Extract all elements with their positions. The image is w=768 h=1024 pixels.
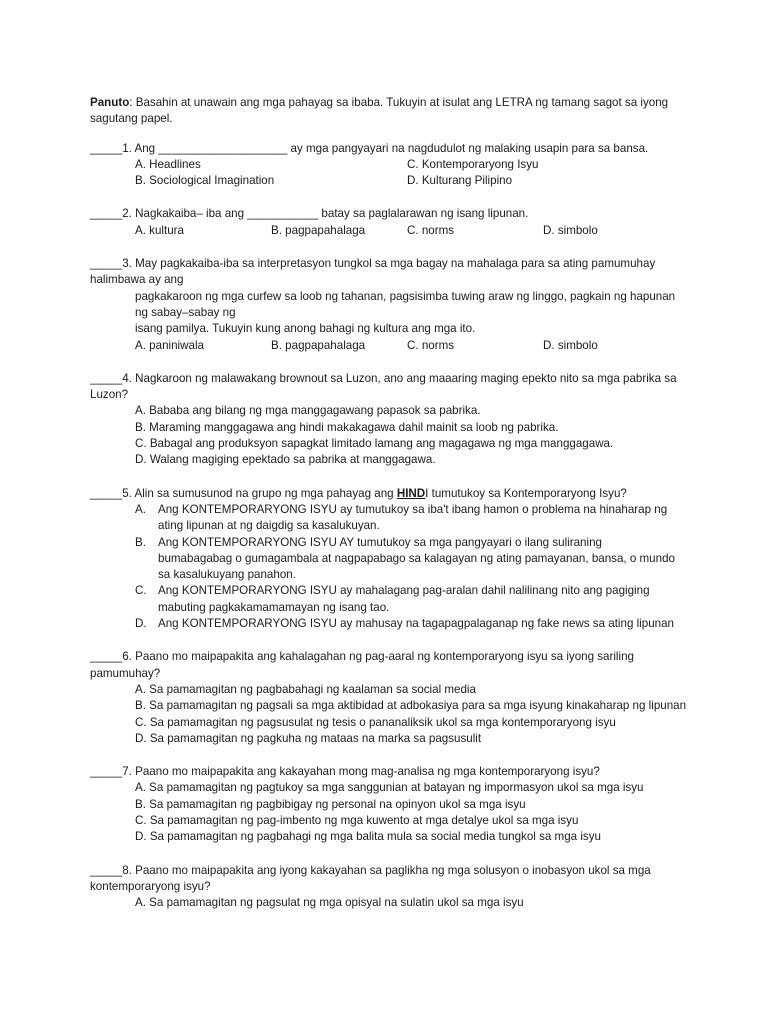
choice-b [90,535,690,584]
question-1-options [90,157,690,190]
choice-c: C. Babagal ang produksyon sapagkat limitado lamang ang magagawa ng mga manggagawa. [135,437,614,451]
question-2 [90,206,690,239]
question-8-stem: _____8. Paano mo maipapakita ang iyong kakayahan sa paglikha ng mga solusyon o inobasyon ukol sa mga kontemporaryong isyu? [90,863,651,893]
choice-letter: A. [135,502,146,516]
choice-c: C. Sa pamamagitan ng pag-imbento ng mga kuwento at mga detalye ukol sa mga isyu [135,813,579,827]
choice-d: D. Kulturang Pilipino [407,174,513,188]
question-4-stem: _____4. Nagkaroon ng malawakang brownout sa Luzon, ano ang maaaring maging epekto nito sa mga pabrika sa Luzon? [90,371,677,402]
question-3-continuation-2: isang pamilya. Tukuyin kung anong bahagi ng kultura ang mga ito. [135,322,476,336]
question-7-stem: _____7. Paano mo maipapakita ang kakayahan mong mag-analisa ng mga kontemporaryong isyu? [90,765,600,779]
choice-d: D. Sa pamamagitan ng pagbahagi ng mga balita mula sa social media tungkol sa mga isyu [135,830,601,844]
worksheet-page [90,95,690,928]
question-3-continuation-1: pagkakaroon ng mga curfew sa loob ng tahanan, pagsisimba tuwing araw ng linggo, pagkain ng hapunan ng sabay–sabay ng [135,289,676,319]
choice-d: D. Walang magiging epektado sa pabrika at manggagawa. [135,453,436,467]
choice-a: A. paniniwala [135,338,204,352]
choice-a: A. Sa pamamagitan ng pagbabahagi ng kaalaman sa social media [135,682,476,696]
choice-b: B. Maraming manggagawa ang hindi makakagawa dahil mainit sa loob ng pabrika. [135,420,559,434]
question-1-stem: _____1. Ang ____________________ ay mga pangyayari na nagdudulot ng malaking usapin para sa bansa. [90,141,649,155]
choice-a: A. kultura [135,223,184,237]
question-3-options [90,338,690,354]
choice-letter: D. [135,617,147,631]
instructions-label: Panuto [90,96,130,109]
question-5-stem-end: I tumutukoy sa Kontemporaryong Isyu? [425,486,627,500]
emphasis-hindi: HIND [396,486,426,500]
question-3 [90,256,690,354]
choice-d: D. Sa pamamagitan ng pagkuha ng mataas na marka sa pagsusulit [135,731,482,745]
question-5-stem [90,486,690,502]
question-2-stem: _____2. Nagkakaiba– iba ang ___________ batay sa paglalarawan ng isang lipunan. [90,207,529,221]
choice-b: B. Sa pamamagitan ng pagsali sa mga aktibidad at adbokasiya para sa mga isyung kinakaharap ng lipunan [135,699,687,713]
choice-a: A. Bababa ang bilang ng mga manggagawang papasok sa pabrika. [135,404,481,418]
choice-text: Ang KONTEMPORARYONG ISYU ay mahusay na tagapagpalaganap ng fake news sa ating lipunan [158,617,675,631]
instructions [90,95,690,128]
question-5 [90,486,690,633]
choice-letter: B. [135,535,146,549]
choice-c [90,583,690,616]
choice-a: A. Sa pamamagitan ng pagsulat ng mga opisyal na sulatin ukol sa mga isyu [135,896,524,910]
question-4 [90,371,690,469]
question-7 [90,764,690,845]
choice-b: B. pagpapahalaga [271,338,366,352]
question-8 [90,863,690,912]
question-6-stem: _____6. Paano mo maipapakita ang kahalagahan ng pag-aaral ng kontemporaryong isyu sa iyong sariling pamumuhay? [90,650,634,680]
choice-c: C. Sa pamamagitan ng pagsusulat ng tesis o pananaliksik ukol sa mga kontemporaryong isyu [135,715,616,729]
choice-c: C. norms [407,223,455,237]
instructions-text: : Basahin at unawain ang mga pahayag sa ibaba. Tukuyin at isulat ang LETRA ng tamang sagot sa iyong sagutang papel. [90,96,669,126]
choice-a [90,502,690,535]
choice-text: Ang KONTEMPORARYONG ISYU ay mahalagang pag-aralan dahil nalilinang nito ang pagiging mabuting pagkakamamamayan ng isang tao. [158,584,650,614]
choice-b: B. Sa pamamagitan ng pagbibigay ng personal na opinyon ukol sa mga isyu [135,797,526,811]
choice-c: C. Kontemporaryong Isyu [407,157,539,171]
choice-a: A. Headlines [135,157,201,171]
question-5-stem-start: _____5. Alin sa sumusunod na grupo ng mga pahayag ang [90,486,397,500]
choice-b: B. Sociological Imagination [135,174,275,188]
choice-letter: C. [135,584,147,598]
question-1 [90,141,690,190]
question-6 [90,649,690,747]
choice-b: B. pagpapahalaga [271,223,366,237]
choice-c: C. norms [407,338,455,352]
question-3-stem: _____3. May pagkakaiba-iba sa interpretasyon tungkol sa mga bagay na mahalaga para sa ating pamumuhay halimbawa ay ang [90,257,656,287]
choice-d: D. simbolo [543,223,598,237]
choice-d [90,616,690,632]
choice-d: D. simbolo [543,338,598,352]
question-2-options [90,223,690,239]
choice-a: A. Sa pamamagitan ng pagtukoy sa mga sanggunian at batayan ng impormasyon ukol sa mga isyu [135,781,644,795]
choice-text: Ang KONTEMPORARYONG ISYU AY tumutukoy sa mga pangyayari o ilang suliraning bumabagabag o gumagambala at nagpapabago sa kalagayan ng ating pamayanan, bansa, o mundo sa kasalukuyang panahon. [158,535,675,582]
choice-text: Ang KONTEMPORARYONG ISYU ay tumutukoy sa iba't ibang hamon o problema na hinaharap ng ating lipunan at ng daigdig sa kasalukuyan. [158,502,668,533]
